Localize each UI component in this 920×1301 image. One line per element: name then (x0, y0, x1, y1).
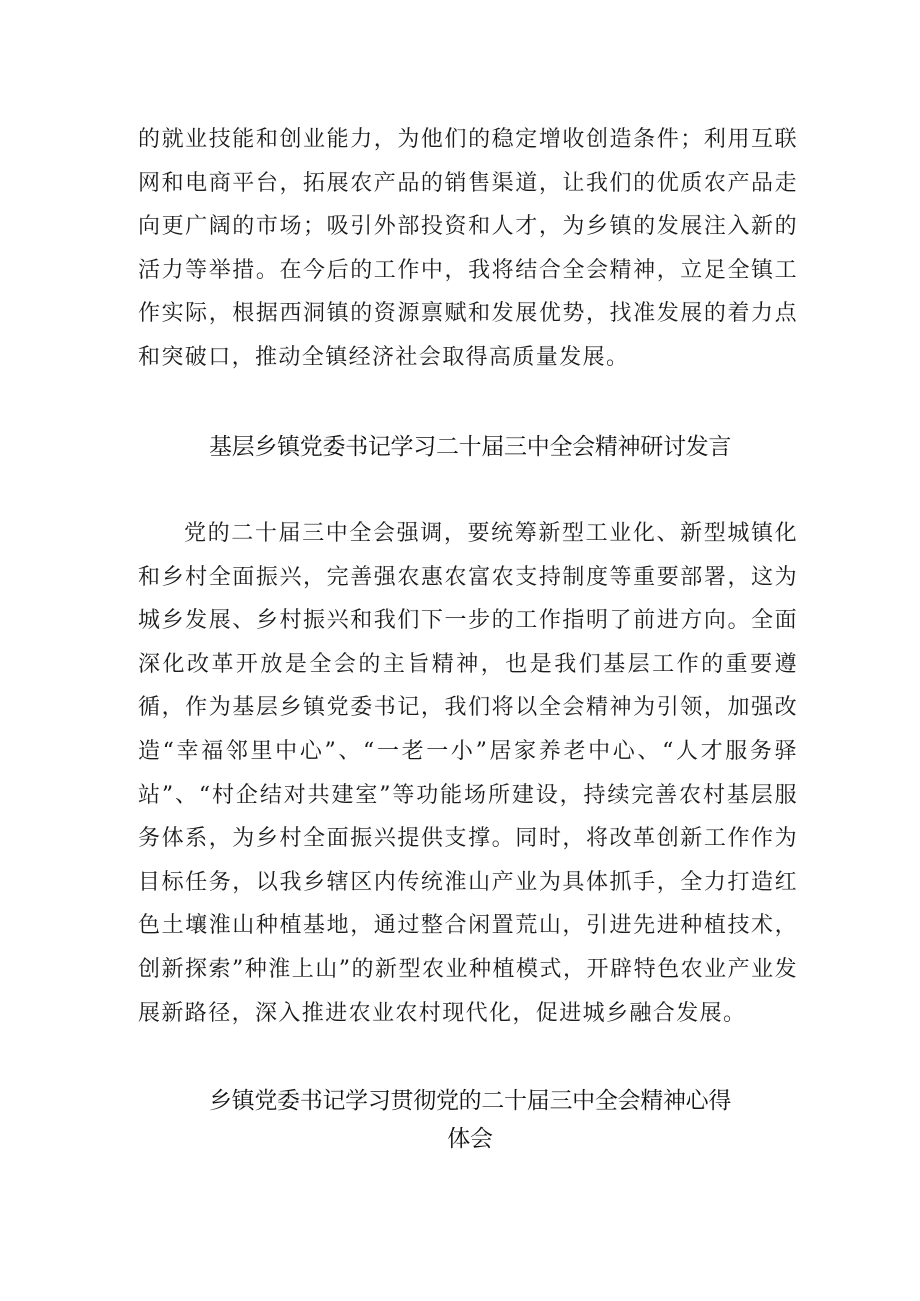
section-heading-reflection (120, 1082, 820, 1158)
body-paragraph-continuation: 的就业技能和创业能力，为他们的稳定增收创造条件；利用互联网和电商平台，拓展农产品的销售渠道，让我们的优质农产品走向更广阔的市场；吸引外部投资和人才，为乡镇的发展注入新的活力等举措。在今后的工作中，我将结合全会精神，立足全镇工作实际，根据西洞镇的资源禀赋和发展优势，找准发展的着力点和突破口，推动全镇经济社会取得高质量发展。 (138, 127, 798, 370)
section-heading-reflection-line-2: 体会 (447, 1126, 493, 1152)
section-heading-reflection-line-1: 乡镇党委书记学习贯彻党的二十届三中全会精神心得 (208, 1088, 732, 1114)
section-heading-speech: 基层乡镇党委书记学习二十届三中全会精神研讨发言 (208, 434, 732, 460)
body-paragraph-speech: 党的二十届三中全会强调，要统筹新型工业化、新型城镇化和乡村全面振兴，完善强农惠农富农支持制度等重要部署，这为城乡发展、乡村振兴和我们下一步的工作指明了前进方向。全面深化改革开放是全会的主旨精神，也是我们基层工作的重要遵循，作为基层乡镇党委书记，我们将以全会精神为引领，加强改造“幸福邻里中心”、“一老一小”居家养老中心、“人才服务驿站”、“村企结对共建室”等功能场所建设，持续完善农村基层服务体系，为乡村全面振兴提供支撑。同时，将改革创新工作作为目标任务，以我乡辖区内传统淮山产业为具体抓手，全力打造红色土壤淮山种植基地，通过整合闲置荒山，引进先进种植技术，创新探索”种淮上山”的新型农业种植模式，开辟特色农业产业发展新路径，深入推进农业农村现代化，促进城乡融合发展。 (138, 521, 798, 1026)
